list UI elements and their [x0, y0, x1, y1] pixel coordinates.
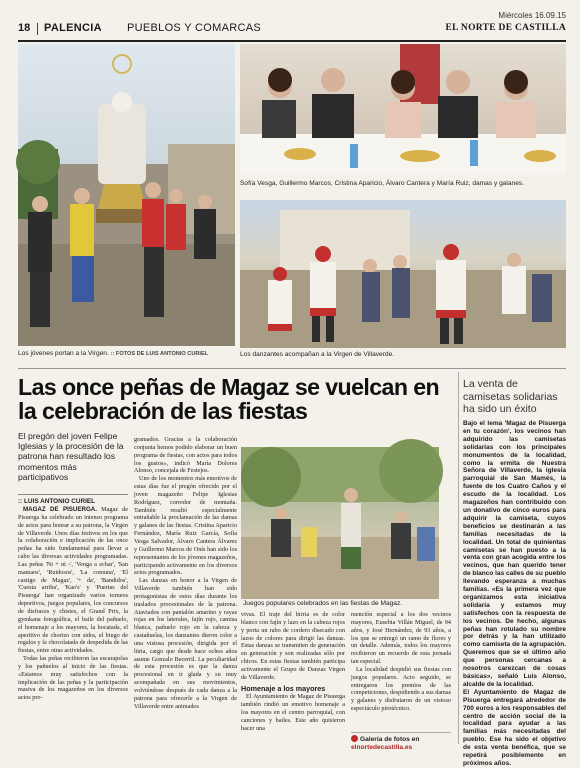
paragraph	[134, 436, 237, 475]
sidebar-body	[463, 420, 566, 767]
page-number: 18	[18, 22, 31, 34]
paragraph-text: gramados. Gracias a la colaboración conjunta hemos podido elaborar un buen programa de fiestas, con actos para todos los gustos», indicó María Dolores Alonso, concejala de Festejos.	[134, 436, 237, 475]
gallery-label: Galería de fotos en	[360, 736, 420, 743]
header-date-row	[18, 10, 566, 22]
page-header	[18, 22, 566, 42]
issue-date: Miércoles 16.09.15	[498, 11, 566, 20]
subsection-name: PUEBLOS Y COMARCAS	[127, 22, 261, 34]
paragraph	[18, 506, 128, 655]
paragraph	[18, 655, 128, 702]
paragraph-text: Uno de los momentos más emotivos de estas días fue el pregón ofrecido por el joven magazeño Felipe Iglesias Rodríguez, corredor de montaña. También resultó especialmente entrañable la proclamación de las damas y galanes de las fiestas. Cristina Aparicio Fernández, María Ruiz García, Sofía Vesga Salvador, Álvaro Cantera Álvarez y Guillermo Marcos de Onís han sido los representantes de los jóvenes magazeños, participando activamente en los diversos actos programados.	[134, 475, 237, 577]
paragraph	[134, 475, 237, 577]
paragraph-text: mención especial a los dos vecinos mayores, Eusebia Villán Miguel, de 94 años, y José Hernández, de 93 años, a los que se entregó un ramo de flores y un detalle. Además, todos los mayores recibieron un recuerdo de esta jornada tan especial.	[351, 611, 451, 666]
juegos-illustration	[241, 447, 439, 599]
article-headline: Las once peñas de Magaz se vuelcan en la celebración de las fiestas	[18, 374, 440, 424]
dateline: MAGAZ DE PISUERGA.	[23, 506, 97, 513]
newspaper-name: EL NORTE DE CASTILLA	[445, 23, 566, 33]
headline-rule	[18, 368, 566, 369]
article-column-1	[18, 506, 128, 758]
camera-icon	[351, 735, 358, 742]
paragraph-text: El Ayuntamiento de Magaz de Pisuerga también rindió un emotivo homenaje a los mayores en el centro parroquial, con canciones y bailes. Este año quisieron hacer una	[241, 693, 345, 732]
procession-photo	[18, 44, 235, 346]
procession-illustration	[18, 44, 235, 346]
photo-credit: :: FOTOS DE LUIS ANTONIO CURIEL	[110, 351, 209, 357]
sidebar-paragraph: El Ayuntamiento de Magaz de Pisuerga entregará alrededor de 700 euros a los responsables del centro de acción social de la localidad para ayudar a las familias más necesitadas del pueblo. Ese ha sido el objetivo de esta venta benéfica, que se repetirá posiblemente en próximos años.	[463, 688, 566, 767]
juegos-photo	[241, 447, 439, 599]
danzantes-photo	[240, 200, 566, 348]
damas-photo	[240, 44, 566, 174]
damas-caption: Sofía Vesga, Guillermo Marcos, Cristina Aparicio, Álvaro Cantera y María Ruiz, damas y galanes.	[240, 180, 525, 187]
sidebar-title: La venta de camisetas solidarias ha sido un éxito	[463, 378, 558, 415]
procession-caption	[18, 350, 208, 357]
sidebar-paragraph: Bajo el lema 'Magaz de Pisuerga en tu corazón', los vecinos han adquirido las camisetas solidarias con los principales monumentos de la localidad, como la ermita de Nuestra Señora de Villaverde, la iglesia parroquial de San Mamés, la fuente de los Cuatro Caños y el escudo de la localidad. Los magazeños han contribuido con un donativo de cinco euros para adquirir la camiseta, cuyos beneficios se destinarán a las familias necesitadas de la localidad. Un total de quinientas camisetas se han puesto a la venta con gran acogida entre los vecinos, que han querido tener de blanco las calles de su pueblo llevando esperanza a muchas familias. «Es la primera vez que organizamos esta iniciativa solidaria y estamos muy satisfechos con la respuesta de los vecinos. De hecho, algunas peñas han rotulado su nombre por detrás y la han utilizado como camiseta de la agrupación. Queremos que se el último año que personas cercanas a nosotros carezcan de cosas básicas», señaló Luis Alonso, alcalde de la localidad.	[463, 420, 566, 688]
article-subhead: El pregón del joven Felipe Iglesias y la procesión de la patrona han resultado los momentos más participativos	[18, 431, 124, 482]
juegos-caption: Juegos populares celebrados en las fiestas de Magaz.	[243, 600, 403, 607]
damas-illustration	[240, 44, 566, 174]
procession-caption-text: Los jóvenes portan a la Virgen.	[18, 350, 109, 357]
gallery-url[interactable]: elnortedecastilla.es	[351, 744, 413, 751]
gallery-link[interactable]	[351, 732, 451, 752]
paragraph	[241, 693, 345, 732]
danzantes-illustration	[240, 200, 566, 348]
section-subheading: Homenaje a los mayores	[241, 683, 326, 693]
paragraph	[241, 611, 345, 682]
article-column-3	[241, 611, 345, 758]
sidebar-divider	[458, 372, 459, 744]
paragraph-text: vivas. El traje del birria es de color blanco con fajín y lazo en la cabeza rojos y porta un rabo de cordero disecado con lazos de colores para dirigir las danzas. Estas danzas se transmiten de generación en generación y son realizadas sólo por chicos. En estas fiestas también participa activamente el Grupo de Danzas Virgen de Villaverde.	[241, 611, 345, 681]
article-byline: :: LUIS ANTONIO CURIEL	[18, 494, 128, 505]
paragraph	[351, 611, 451, 666]
paragraph	[351, 666, 451, 713]
paragraph-text: Las danzas en honor a la Virgen de Villaverde también han sido protagonistas de estos días durante los traslados procesionales de la patrona. Ataviados con pantalón amarino y rayas rojas en los laterales, fajín rojo, camisa blanca, pañuelo rojo en la cabeza y castañuelas, los danzantes dieron color a una vistosa procesión, dirigida por el lüria, cargo que desde hace ochos años asume Gonzalo Becerril. La peculiaridad de esta procesión es que la danza procesional en ir glada y su muy acompañada en sus movimientos, volviéndose después de cada danza a la patrona para ofrecerle a la Virgen de Villaverde entre animados	[134, 577, 237, 710]
article-column-2	[134, 436, 237, 758]
article-column-4	[351, 611, 451, 731]
header-divider	[37, 23, 38, 35]
paragraph-text: Magaz de Pisuerga ha celebrado un intenso programa de actos para honrar a su patrona, la Virgen de Villaverde. Unos días festivos en los que la colaboración e implicación de las once peñas ha sido fundamental para llevar a cabo las diversas actividades programadas. Las peñas 'Ni + ni -', 'Venga a echar', 'San mamaos', 'Ruidosos', 'La comuna', 'El castigo de Magaz', '+ da', 'Bandidos', 'Cuesta arriba', 'Kao's' y 'Puertas del Pisuerga' han organizado varios torneos deportivos, juegos populares, los concursos de disfraces y chistes, el Grand Prix, la gymkana fotográfica, el baile del pañuelo, el homenaje a los mayores, la hocatada, el aperitivo de chorizo con sidra, el bingo de regalos y la chocolatada de despedida de las fiestas, entre otras actividades.	[18, 506, 128, 655]
danzantes-caption: Los danzantes acompañan a la Virgen de Villaverde.	[240, 351, 395, 358]
paragraph-text: Todas las peñas recibieron las escarapelas y los pañuelos al inicio de las fiestas. «Estamos muy satisfechos con la implicación de las peñas y la participación masiva de los magazeños en los diversos actos pro-	[18, 655, 128, 702]
section-name: PALENCIA	[44, 22, 102, 34]
paragraph	[134, 577, 237, 710]
paragraph-text: La localidad despidió sus fiestas con juegos populares. Acto seguido, se entregaron los premios de las competiciones, despidiendo a sus damas y galanes y disfrutaron de un vistoso espectáculo pirotécnico.	[351, 665, 451, 713]
